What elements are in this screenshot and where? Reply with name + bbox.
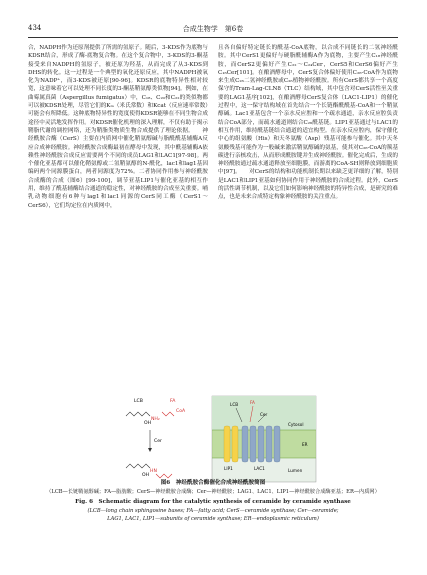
lac1-helix-1 (242, 426, 248, 462)
running-header (28, 24, 398, 36)
lcb-nh2: NH₂ (151, 417, 160, 422)
membrane-schematic (212, 396, 316, 482)
lip1-helix-1 (224, 426, 230, 462)
figure-caption-en: Fig. 6 Schematic diagram for the catalytic synthesis of ceramide by ceramide synthase (75, 499, 351, 505)
cer-chain (126, 464, 150, 468)
lip1-label: LIP1 (224, 466, 233, 471)
lac1-helix-3 (258, 426, 264, 462)
cer-fa-chain (156, 474, 172, 478)
header-rule (28, 37, 398, 38)
fa-chain (162, 412, 174, 416)
fa-label: FA (170, 399, 176, 404)
fa-coa: CoA (176, 409, 186, 414)
figure-legend-en-1: (LCB—long chain sphingosine bases; FA—fatty acid; CerS—ceramide synthase; Cer—ceramide; (87, 508, 339, 514)
pore-fa-label: FA (250, 400, 255, 405)
figure-legend-zh: （LCB—长链鞘氨醇碱；FA—脂肪酸；CerS—神经酰胺合成酶；Cer—神经酰胺；LAG1、LAC1、LIP1—神经酰胺合成酶亚基；ER—内质网） (46, 489, 380, 495)
lac1-helix-2 (250, 426, 256, 462)
lumen-label: Lumen (288, 468, 303, 473)
lac1-label: LAC1 (254, 466, 265, 471)
lcb-oh: OH (144, 421, 152, 426)
er-label: ER (302, 442, 308, 447)
right-column-text: 且各自偏好特定链长的酰基-CoA底物，以合成不同链长的二氢神经酰胺。其中CerS1更偏好与硬脂酰辅酶A作为底物，主要产生C₁₈神经酰胺，而CerS2更偏好产生C₂₂～C₂₄Cer，CerS5和CerS6偏好产生C₁₆Cer[101]。在酿酒酵母中，CerS复合体偏好使用C₂₆-CoA作为底物来生成C₂₆二氢神经酰胺或C₂₆植物神经酰胺。所有CerS都共享一个高度保守的Tram-Lag-CLN8（TLC）结构域，其中包含对CerS活性至关重要的LAG1基序[102]，在酿酒酵母CerS复合体（LAC1-LIP1）的催化过程中，这一保守结构域在首先结合一个长链酯酰酰基-CoA和一个鞘氨醇碱。Lac1亚基包含一个亲水反应腔和一个疏水通道，亲水反应腔负责结合CoA部分，而疏水通道则结合C₂₆酰基链。LIP1亚基通过与LAC1的相互作用，维持酰基链结合通道的适宜构型。在亲水反应腔内，保守催化中心的组氨酸（His）和天冬氨酸（Asp）残基可能参与催化。其中天冬氨酸残基可能作为一般碱来激活鞘氨醇碱的氨基，使其对C₂₆-CoA的羰基碳进行亲核攻击，从而形成酰胺键并生成神经酰胺。催化完成后，生成的神经酰胺通过疏水通道释放至细胞膜，而游离的CoA-SH则释放到细胞质中[97]。 对CerS的结构和功能机制长期以来缺乏更详细的了解，特别是LAC1和LIP1亚基如何协同作用于神经酰胺的合成过程。此外，CerS的活性调节机制，以及它们如何影响神经酰胺的特异性合成，是研究的难点，也是未来合成特定构象神经酰胺的关注重点。 (218, 45, 398, 201)
cer-oh: OH (142, 473, 150, 478)
lcb-label: LCB (134, 399, 143, 404)
arrow-head-icon (148, 448, 152, 452)
left-column (28, 44, 208, 210)
pore-cer-label: Cer (260, 412, 268, 417)
figure-caption-zh: 图6 神经酰胺合酶催化合成神经酰胺简图 (160, 480, 266, 486)
page-number: 434 (28, 24, 42, 32)
figure-legend-en-2: LAG1, LAC1, LIP1—subunits of ceramide synthase; ER—endoplasmic reticulum) (107, 516, 319, 522)
lac1-helix-4 (266, 426, 272, 462)
journal-title: 合成生物学 第6卷 (182, 25, 244, 33)
lcb-chain (126, 412, 150, 416)
pore-lcb-label: LCB (230, 402, 239, 407)
left-column-text: 合，NADPH作为还原剂提供了所需的氢原子。随后，3-KDS作为底物与KDSR结合，形成了酶-底物复合物。在这个复合物中，3-KDS的3-酮基接受来自NADPH的氢原子，被还原为羟基，从而完成了从3-KDS到DHS的转化。这一过程是一个典型的氧化还原反应，其中NADPH被氧化为NADP⁺，而3-KDS被还原[90-96]。KDSR的底物特异性相对较宽，这意味着它可以处理不同长度的3-酮基鞘氨醇类似物[94]。例如，在曲霉属真菌（Aspergillus fumigatus）中，C₁₈、C₂₀和C₂₂的类似物都可以被KDSR处理，尽管它们的Kₘ（米氏常数）和Kcat（反应速率常数）可能会有所降低。这种底物特异性的宽度使得KDSR能够在不同生物合成途径中灵活地发挥作用。对KDSR催化机理的深入理解，不仅有助于揭示鞘脂代谢的调控网络，还为鞘脂类物质生物合成提供了理论依据。 神经酰胺合酶（CerS）主要在内质网中催化鞘氨醇碱与脂酰酰基辅酶A反应合成神经酰胺。神经酰胺合成酶最初在酵母中发现，其中酰基辅酶A依赖性神经酰胺合成反应需要两个不同的成员LAG1和LAC1[97-98]。两个催化亚基都可以催化鞘氨醇或二氢鞘氨醇的N-酰化，lac1和lag1基因编码两个同源膜蛋白，两者同源度为72%。二者协同作用参与神经酰胺合成酶的合成（图6）[99-100]，调节亚基LIP1与催化亚基的相互作用，维持了酰基辅酶结合通道的稳定性，对神经酰胺的合成至关重要。哺乳动物细胞有6种与lag1和lac1同源的CerS同工酶（CerS1～CerS6），它们均定位在内质网中， (28, 45, 208, 209)
lac1-helix-5 (274, 426, 280, 462)
reaction-scheme (126, 398, 186, 478)
cer-arrow-label: Cer (154, 439, 162, 444)
lip1-helix-2 (232, 426, 238, 462)
cer-hn: HN (150, 469, 157, 474)
cytosol-label: Cytosol (288, 422, 304, 427)
right-column (218, 44, 398, 202)
